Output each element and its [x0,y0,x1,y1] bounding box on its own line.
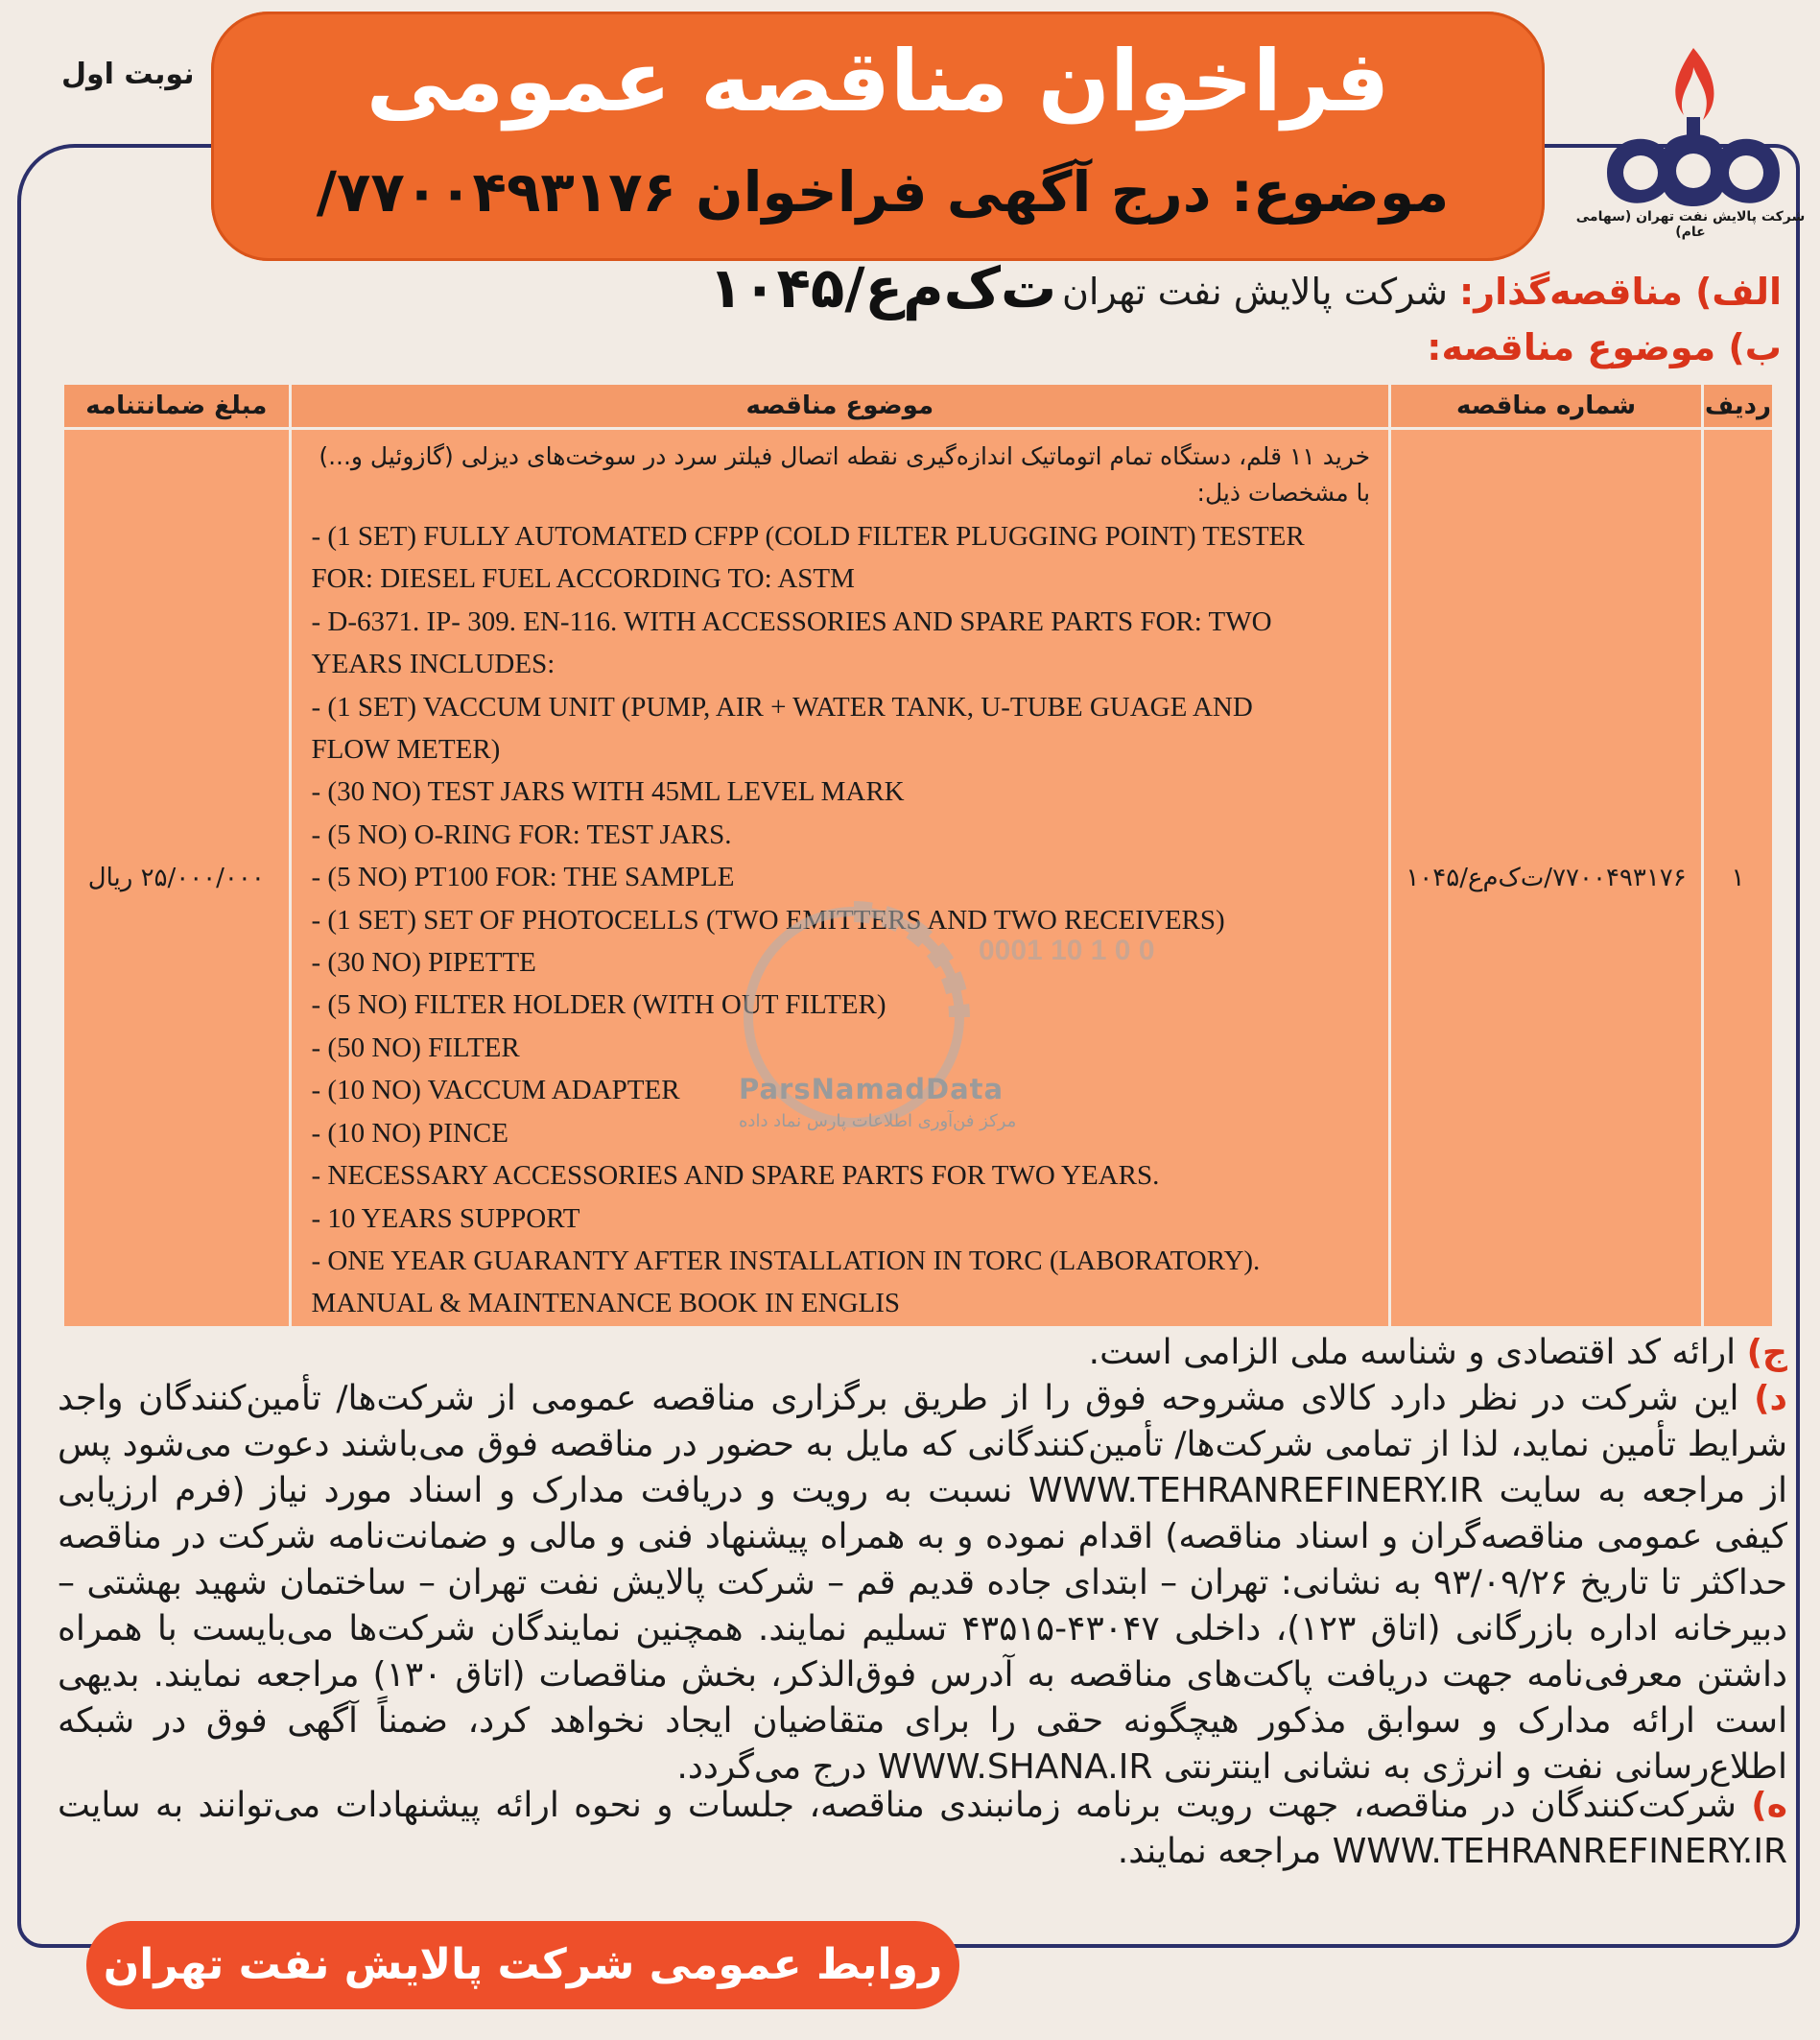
list-item: - ONE YEAR GUARANTY AFTER INSTALLATION IN TORC (LABORATORY). [311,1245,1261,1276]
table-row [63,429,1774,1328]
tenderer-label: الف) مناقصه‌گذار: [1459,271,1782,313]
tender-number: ۷۷۰۰۴۹۳۱۷۶/ت‌ک‌م‌ع/۱۰۴۵ [1390,429,1703,1328]
tenderer [1062,271,1782,313]
list-item: - (1 SET) VACCUM UNIT (PUMP, AIR + WATER TANK, U-TUBE GUAGE AND [311,691,1253,723]
page-title: فراخوان مناقصه عمومی [366,32,1390,130]
footer-text: روابط عمومی شرکت پالایش نفت تهران [103,1940,943,1989]
list-item: - D-6371. IP- 309. EN-116. WITH ACCESSORIES AND SPARE PARTS FOR: TWO [311,605,1272,637]
tender-table [61,382,1775,1329]
list-item: - (10 NO) PINCE [311,1117,508,1149]
header-row-index: ردیف [1702,384,1773,429]
list-item: - (5 NO) PT100 FOR: THE SAMPLE [311,862,735,893]
tender-subject-fa: خرید ۱۱ قلم، دستگاه تمام اتوماتیک اندازه‌گیری نقطه اتصال فیلتر سرد در سوخت‌های دیزلی (گازوئیل و...) با مشخصات ذیل: [319,442,1371,507]
refinery-logo-icon [1588,29,1799,240]
section-d [58,1376,1787,1791]
list-item: - 10 YEARS SUPPORT [311,1202,580,1234]
list-item: - (30 NO) PIPETTE [311,947,536,979]
header-tender-subject: موضوع مناقصه [290,384,1390,429]
tender-subject-cell [290,429,1390,1328]
guarantee-amount: ۲۵/۰۰۰/۰۰۰ ریال [63,429,291,1328]
list-item: FOR: DIESEL FUEL ACCORDING TO: ASTM [311,563,855,595]
list-item: - (1 SET) FULLY AUTOMATED CFPP (COLD FILTER PLUGGING POINT) TESTER [311,521,1305,552]
section-h [58,1783,1787,1875]
list-item: - (5 NO) FILTER HOLDER (WITH OUT FILTER) [311,989,886,1021]
list-item: - (1 SET) SET OF PHOTOCELLS (TWO EMITTERS AND TWO RECEIVERS) [311,904,1225,936]
section-j [58,1330,1787,1376]
list-item: - NECESSARY ACCESSORIES AND SPARE PARTS FOR TWO YEARS. [311,1160,1160,1192]
logo-caption: شرکت پالایش نفت تهران (سهامی عام) [1575,209,1806,240]
header-tender-number: شماره مناقصه [1390,384,1703,429]
watermark-sub: مرکز فن‌آوری اطلاعات پارس نماد داده [739,1111,1017,1131]
list-item: - (5 NO) O-RING FOR: TEST JARS. [311,818,732,850]
tender-subject-label: ب) موضوع مناقصه: [1427,326,1782,368]
list-item: - (50 NO) FILTER [311,1032,520,1063]
section-h-text: شرکت‌کنندگان در مناقصه، جهت رویت برنامه زمانبندی مناقصه، جلسات و نحوه ارائه پیشنهادات می‌توانند به سایت WWW.TEHRANREFINERY.IR مراجعه نمایند. [58,1786,1787,1871]
list-item: FLOW METER) [311,734,501,766]
list-item: - (10 NO) VACCUM ADAPTER [311,1075,680,1106]
list-item: MANUAL & MAINTENANCE BOOK IN ENGLIS [311,1288,901,1319]
tenderer-value: شرکت پالایش نفت تهران [1061,271,1448,313]
round-label: نوبت اول [61,58,195,91]
header-guarantee-amount: مبلغ ضمانتنامه [63,384,291,429]
section-d-label: د) [1754,1379,1787,1418]
notice-subject: موضوع: درج آگهی فراخوان ۷۷۰۰۴۹۳۱۷۶/ت‌ک‌م‌ع/۱۰۴۵ [316,159,1450,320]
watermark-digits: 0001 10 1 0 0 [979,935,1155,966]
section-j-label: ج) [1746,1333,1787,1372]
section-h-label: ه) [1751,1786,1787,1825]
row-index: ۱ [1702,429,1773,1328]
watermark-name: ParsNamadData [739,1073,1005,1105]
table-header-row [63,384,1774,429]
list-item: YEARS INCLUDES: [311,649,555,680]
section-d-text: این شرکت در نظر دارد کالای مشروحه فوق را از طریق برگزاری مناقصه عمومی از شرکت‌ها/ تأمین‌کنندگان واجد شرایط تأمین نماید، لذا از تمامی شرکت‌ها/ تأمین‌کنندگانی که مایل به حضور در مناقصه فوق می‌باشند دعوت می‌شود پس از مراجعه به سایت WWW.TEHRANREFINERY.IR نسبت به رویت و دریافت مدارک و اسناد مورد نیاز (فرم ارزیابی کیفی عمومی مناقصه‌گران و اسناد مناقصه) اقدام نموده و به همراه پیشنهاد فنی و مالی و ضمانت‌نامه شرکت در مناقصه حداکثر تا تاریخ ۹۳/۰۹/۲۶ به نشانی: تهران – ابتدای جاده قدیم قم – شرکت پالایش نفت تهران – ساختمان شهید بهشتی – دبیرخانه اداره بازرگانی (اتاق ۱۲۳)، داخلی ۴۳۰۴۷-۴۳۵۱۵ تسلیم نمایند. همچنین نمایندگان شرکت‌ها می‌بایست با همراه داشتن معرفی‌نامه جهت دریافت پاکت‌های مناقصه به آدرس فوق‌الذکر، بخش مناقصات (اتاق ۱۳۰) مراجعه نمایند. بدیهی است ارائه مدارک و سوابق مذکور هیچگونه حقی را برای متقاضیان ایجاد نخواهد کرد، ضمناً آگهی فوق در شبکه اطلاع‌رسانی نفت و انرژی به نشانی اینترنتی WWW.SHANA.IR درج می‌گردد. [58,1379,1788,1787]
section-j-text: ارائه کد اقتصادی و شناسه ملی الزامی است. [1088,1333,1737,1372]
list-item: - (30 NO) TEST JARS WITH 45ML LEVEL MARK [311,776,905,808]
